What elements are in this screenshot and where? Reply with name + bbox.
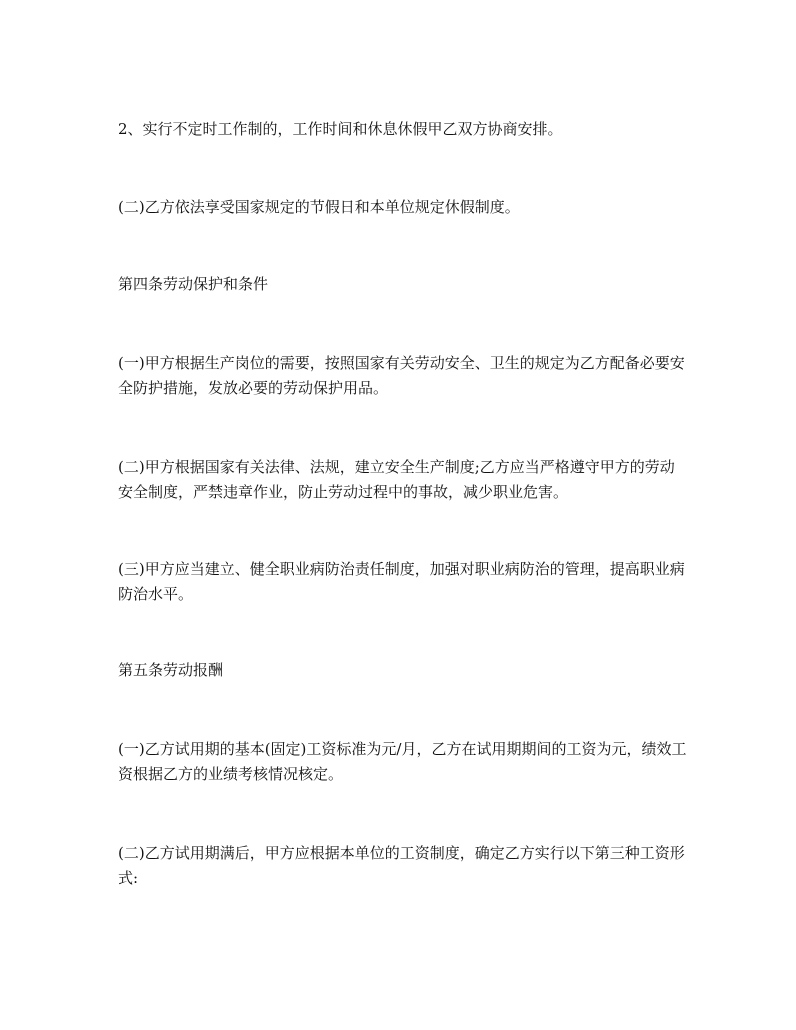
paragraph-occupational-disease: (三)甲方应当建立、健全职业病防治责任制度，加强对职业病防治的管理，提高职业病防治水平。 xyxy=(118,560,685,603)
heading-article-four: 第四条劳动保护和条件 xyxy=(118,275,269,293)
paragraph-holidays: (二)乙方依法享受国家规定的节假日和本单位规定休假制度。 xyxy=(118,198,520,216)
paragraph-safety-system: (二)甲方根据国家有关法律、法规，建立安全生产制度;乙方应当严格遵守甲方的劳动安全制度，严禁违章作业，防止劳动过程中的事故，减少职业危害。 xyxy=(118,458,675,501)
paragraph-irregular-working-hours: 2、实行不定时工作制的，工作时间和休息休假甲乙双方协商安排。 xyxy=(118,120,563,138)
paragraph-probation-salary: (一)乙方试用期的基本(固定)工资标准为元/月，乙方在试用期期间的工资为元，绩效工资根据乙方的业绩考核情况核定。 xyxy=(118,740,687,783)
heading-article-five: 第五条劳动报酬 xyxy=(118,661,224,679)
paragraph-safety-measures: (一)甲方根据生产岗位的需要，按照国家有关劳动安全、卫生的规定为乙方配备必要安全防护措施，发放必要的劳动保护用品。 xyxy=(118,354,685,397)
paragraph-wage-form: (二)乙方试用期满后，甲方应根据本单位的工资制度，确定乙方实行以下第三种工资形式: xyxy=(118,844,685,887)
